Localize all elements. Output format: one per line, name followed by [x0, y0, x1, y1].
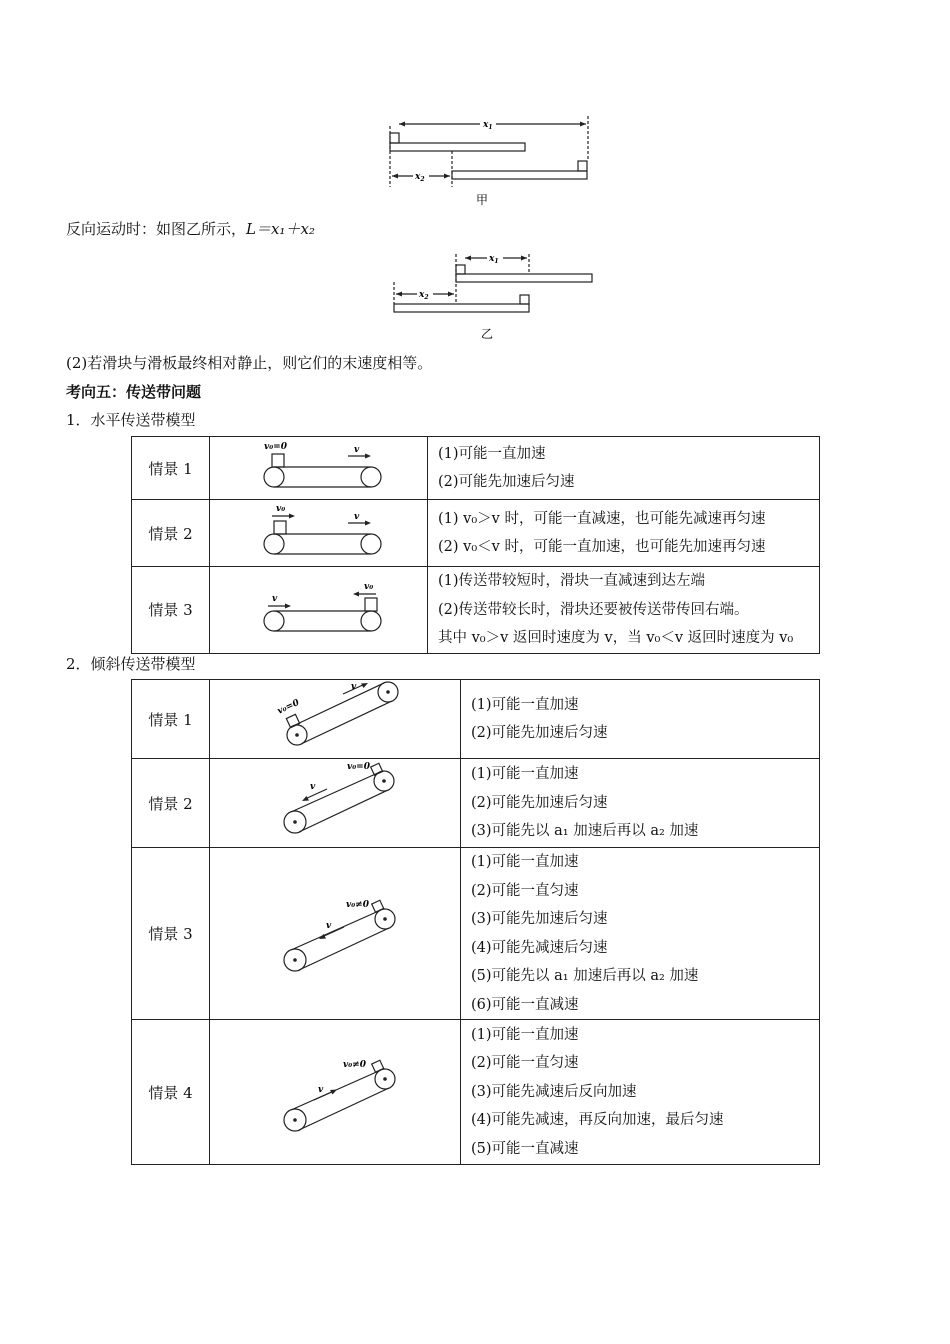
inclined-belt-1-diagram: [215, 680, 455, 754]
horizontal-belt-3-diagram: [214, 573, 424, 643]
scenario-description: (1)可能一直加速 (2)可能一直匀速 (3)可能先加速后匀速 (4)可能先减速后匀速 (5)可能先以 a₁ 加速后再以 a₂ 加速 (6)可能一直减速: [461, 848, 820, 1020]
fig-jia-x1: x: [483, 120, 489, 130]
scenario-figure: [210, 567, 428, 654]
scenario-label: 情景 2: [132, 500, 210, 567]
scenario-label: 情景 1: [132, 437, 210, 500]
scenario-description: (1) v₀＞v 时，可能一直减速，也可能先减速再匀速 (2) v₀＜v 时，可能一直加速，也可能先加速再匀速: [428, 500, 820, 567]
scenario-figure: [210, 848, 461, 1020]
inclined-belt-4-diagram: [215, 1040, 455, 1140]
scenario-description: (1)传送带较短时，滑块一直减速到达左端 (2)传送带较长时，滑块还要被传送带传回右端。 其中 v₀＞v 返回时速度为 v，当 v₀＜v 返回时速度为 v₀: [428, 567, 820, 654]
scenario-description: (1)可能一直加速 (2)可能一直匀速 (3)可能先减速后反向加速 (4)可能先减速，再反向加速，最后匀速 (5)可能一直减速: [461, 1020, 820, 1165]
svg-text:x1: $x_1$: [483, 120, 493, 131]
table-row: [132, 500, 820, 567]
scenario-description: (1)可能一直加速 (2)可能先加速后匀速 (3)可能先以 a₁ 加速后再以 a₂ 加速: [461, 759, 820, 848]
svg-text:x2: $x_2$: [419, 290, 429, 301]
v-label: v: [353, 512, 359, 522]
v-label: v: [353, 445, 359, 455]
scenario-figure: [210, 1020, 461, 1165]
v0-label: v₀≠0: [343, 1060, 366, 1070]
fig-yi-caption: 乙: [481, 327, 494, 341]
reverse-formula: L＝x₁＋x₂: [246, 220, 315, 238]
table-row: [132, 437, 820, 500]
scenario-figure: [210, 759, 461, 848]
horizontal-belt-2-diagram: [214, 500, 424, 562]
v0-label: v₀≠0: [346, 899, 369, 910]
scenario-figure: [210, 500, 428, 567]
scenario-description: (1)可能一直加速 (2)可能先加速后匀速: [428, 437, 820, 500]
fig-yi-x1: x: [489, 254, 495, 264]
horizontal-belt-1-diagram: [214, 437, 424, 495]
v0-label: v₀: [363, 581, 373, 592]
inclined-belt-2-diagram: [215, 759, 455, 843]
v-label: v: [318, 1085, 324, 1095]
table-row: [132, 680, 820, 759]
scenario-label: 情景 3: [132, 848, 210, 1020]
scenario-description: (1)可能一直加速 (2)可能先加速后匀速: [461, 680, 820, 759]
scenario-label: 情景 4: [132, 1020, 210, 1165]
inclined-belt-3-diagram: [215, 882, 455, 982]
fig-jia-x2: x: [415, 172, 421, 182]
table-row: [132, 759, 820, 848]
scenario-figure: [210, 680, 461, 759]
table-row: [132, 1020, 820, 1165]
v-label: v: [351, 682, 357, 692]
v0-label: v₀=0: [276, 697, 302, 717]
scenario-label: 情景 1: [132, 680, 210, 759]
inclined-conveyor-table: [131, 679, 820, 1165]
reverse-motion-text: 反向运动时：如图乙所示，L＝x₁＋x₂: [66, 220, 315, 238]
v0-label: v₀: [275, 504, 285, 514]
v-label: v: [271, 593, 277, 604]
v0-label: v₀=0: [347, 762, 370, 772]
scenario-label: 情景 3: [132, 567, 210, 654]
table-row: [132, 567, 820, 654]
scenario-figure: [210, 437, 428, 500]
point-2-text: (2)若滑块与滑板最终相对静止，则它们的末速度相等。: [66, 354, 433, 372]
v-label: v: [310, 782, 316, 792]
figure-jia: [380, 112, 600, 212]
section-title: 考向五：传送带问题: [66, 383, 202, 401]
heading-horizontal: 1．水平传送带模型: [66, 411, 196, 429]
v-label: v: [326, 920, 332, 931]
horizontal-conveyor-table: [131, 436, 820, 654]
fig-jia-caption: 甲: [476, 193, 489, 207]
figure-yi: [385, 244, 605, 344]
scenario-label: 情景 2: [132, 759, 210, 848]
v0-label: v₀=0: [263, 442, 287, 452]
fig-yi-x2: x: [419, 290, 425, 300]
heading-inclined: 2．倾斜传送带模型: [66, 655, 196, 673]
svg-text:x2: $x_2$: [415, 172, 425, 183]
svg-text:x1: $x_1$: [489, 254, 499, 265]
table-row: [132, 848, 820, 1020]
